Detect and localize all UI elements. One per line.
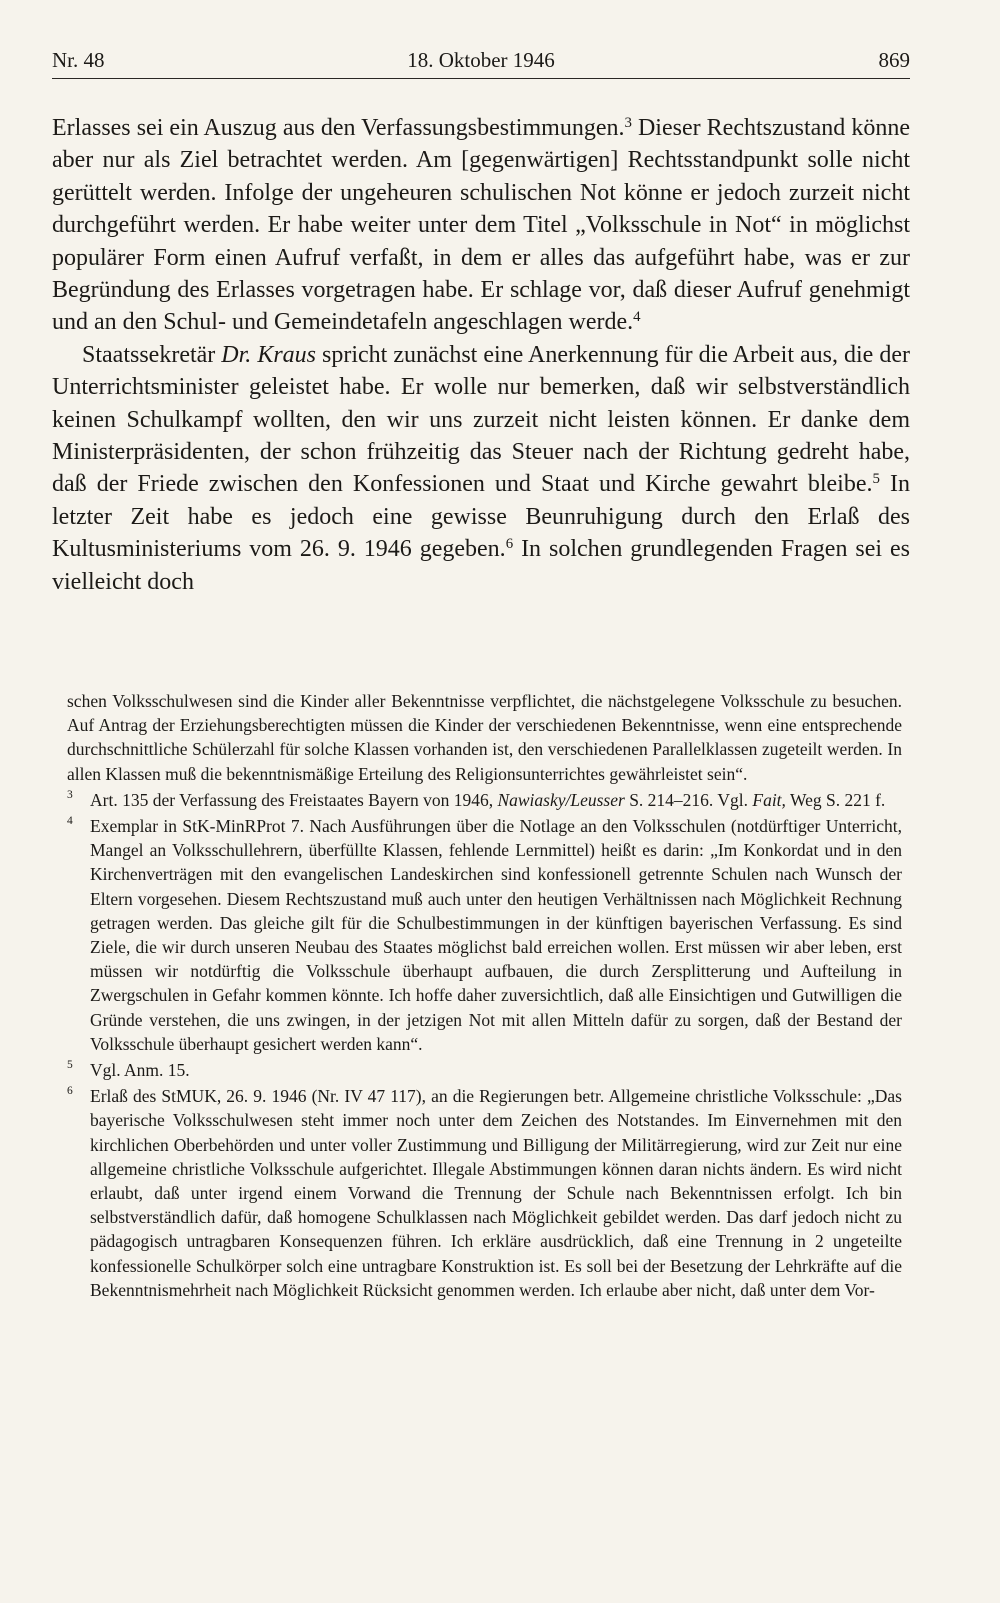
running-header [52, 48, 910, 79]
footnotes [67, 689, 902, 1304]
text-run: Weg S. 221 f. [785, 789, 886, 810]
italic-text: Dr. Kraus [221, 341, 317, 368]
text-run: schen Volksschulwesen sind die Kinder aller Bekenntnisse verpflichtet, die nächstgelegene Volksschule zu besuchen. Auf Antrag der Erziehungsberechtigten müssen die Kinder der verschiedenen Bekenntnisse, wenn eine entsprechende durchschnittliche Schülerzahl für solche Klassen vorhanden ist, den verschiedenen Parallelklassen zugeteilt werden. In allen Klassen muß die bekenntnismäßige Erteilung des Religionsunterrichtes gewährleistet sein“. [67, 691, 902, 784]
text-run: Vgl. Anm. 15. [90, 1060, 190, 1081]
text-run: Dieser Rechtszustand könne aber nur als Ziel betrachtet werden. Am [gegenwärtigen] Rechtsstandpunkt solle nicht gerüttelt werden. Infolge der ungeheuren schulischen Not könne er jedoch zurzeit nicht durchgeführt werden. Er habe weiter unter dem Titel „Volksschule in Not“ in möglichst populärer Form einen Aufruf verfaßt, in dem er alles das aufgeführt habe, was er zur Begründung des Erlasses vorgetragen habe. Er schlage vor, daß dieser Aufruf genehmigt und an den Schul- und Gemeindetafeln angeschlagen werde. [52, 115, 910, 336]
text-run: Staatssekretär [82, 341, 222, 368]
footnote-number: 6 [67, 1085, 73, 1098]
text-run: Erlasses sei ein Auszug aus den Verfassungsbestimmungen. [52, 115, 625, 141]
text-run: In letzter Zeit habe es jedoch eine gewisse Beunruhigung durch den Erlaß des Kultusministeriums vom 26. 9. 1946 gegeben. [52, 471, 910, 563]
text-run: Exemplar in StK-MinRProt 7. Nach Ausführungen über die Notlage an den Volksschulen (notdürftiger Unterricht, Mangel an Volksschullehrern, überfüllte Klassen, fehlende Lernmittel) heißt es darin: „Im Konkordat und in den Kirchenverträgen mit den evangelischen Landeskirchen sind konfessionell getrennte Schulen nach Wunsch der Eltern vorgesehen. Diesem Rechtszustand muß auch unter den heutigen Verhältnissen nach Möglichkeit Rechnung getragen werden. Das gleiche gilt für die Schulbestimmungen in der künftigen bayerischen Verfassung. Es sind Ziele, die wir durch unseren Neubau des Staates möglichst bald erreichen wollen. Erst müssen wir aber leben, erst müssen wir notdürftig die Volksschule überhaupt aufbauen, die durch Zersplitterung und Aufteilung in Zwergschulen in Gefahr kommen könnte. Ich hoffe daher zuversichtlich, daß alle Einsichtigen und Gutwilligen die Gründe verstehen, die uns zwingen, in der jetzigen Not mit allen Mitteln dafür zu sorgen, daß der Bestand der Volksschule überhaupt gesichert werden kann“. [90, 816, 902, 1054]
footnote-number: 5 [67, 1059, 73, 1072]
footnote-3 [67, 788, 902, 812]
italic-text: Nawiasky/Leusser [497, 789, 625, 810]
text-run: spricht zunächst eine Anerkennung für die Arbeit aus, die der Unterrichtsminister geleistet habe. Er wolle nur bemerken, daß wir selbstverständlich keinen Schulkampf wollten, den wir uns zurzeit nicht leisten können. Er danke dem Ministerpräsidenten, der schon frühzeitig das Steuer nach der Richtung gedreht habe, daß der Friede zwischen den Konfessionen und Staat und Kirche gewahrt bleibe. [52, 341, 910, 498]
footnote-reference: 5 [872, 471, 880, 488]
footnote-4 [67, 814, 902, 1056]
footnote-reference: 6 [505, 536, 514, 553]
footnote-continuation [67, 689, 902, 786]
italic-text: Fait, [752, 789, 786, 810]
text-run: S. 214–216. Vgl. [624, 789, 753, 810]
main-text [52, 112, 910, 598]
footnote-number: 4 [67, 815, 73, 828]
header-date: 18. Oktober 1946 [407, 48, 555, 72]
text-run: Art. 135 der Verfassung des Freistaates Bayern von 1946, [90, 789, 498, 810]
footnote-number: 3 [67, 788, 73, 801]
footnote-reference: 3 [624, 114, 632, 131]
body-paragraph [52, 112, 910, 339]
issue-number: Nr. 48 [52, 48, 105, 72]
footnote-5 [67, 1058, 902, 1082]
page-number: 869 [878, 48, 910, 72]
footnote-reference: 4 [633, 309, 641, 326]
footnote-6 [67, 1084, 902, 1302]
text-run: Erlaß des StMUK, 26. 9. 1946 (Nr. IV 47 117), an die Regierungen betr. Allgemeine christliche Volksschule: „Das bayerische Volksschulwesen steht immer noch unter dem Zeichen des Notstandes. Im Einvernehmen mit den kirchlichen Oberbehörden und unter voller Zustimmung und Billigung der Militärregierung, wird zur Zeit nur eine allgemeine christliche Volksschule aufgerichtet. Illegale Abstimmungen können daran nichts ändern. Es wird nicht erlaubt, daß unter irgend einem Vorwand die Trennung der Schule nach Bekenntnissen erfolgt. Ich bin selbstverständlich dafür, daß homogene Schulklassen nach Möglichkeit gebildet werden. Das darf jedoch nicht zu pädagogisch untragbaren Konsequenzen führen. Ich erkläre ausdrücklich, daß eine Trennung in 2 ungeteilte konfessionelle Schulkörper solch eine untragbare Konstruktion ist. Es soll bei der Besetzung der Lehrkräfte auf die Bekenntnismehrheit nach Möglichkeit Rücksicht genommen werden. Ich erlaube aber nicht, daß unter dem Vor- [90, 1086, 902, 1300]
body-paragraph [52, 339, 910, 598]
text-run: In solchen grundlegenden Fragen sei es vielleicht doch [52, 536, 911, 595]
